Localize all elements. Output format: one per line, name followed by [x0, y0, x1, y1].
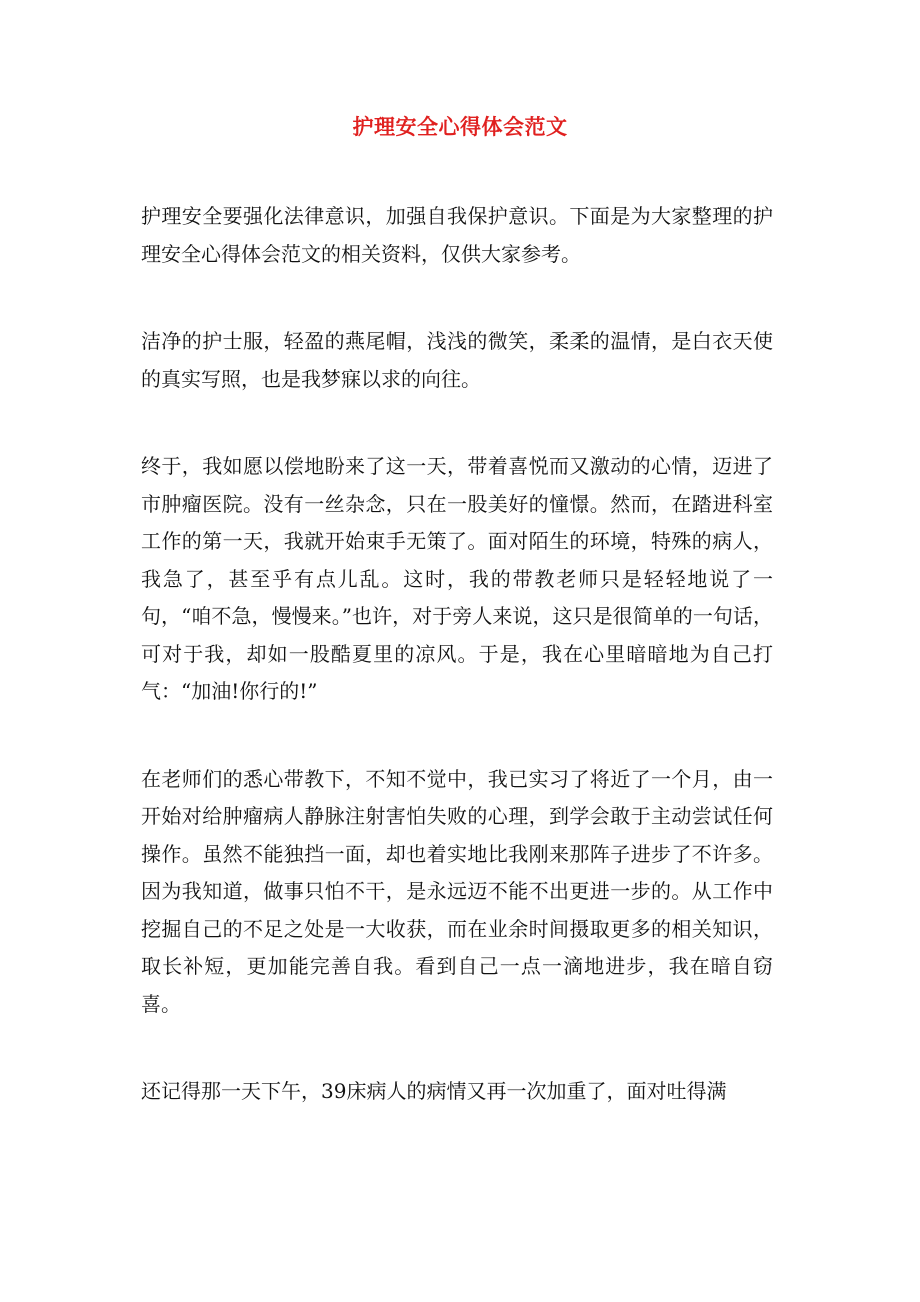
paragraph-afternoon: 还记得那一天下午，39床病人的病情又再一次加重了，面对吐得满 [141, 1079, 727, 1103]
paragraph-progress: 在老师们的悉心带教下，不知不觉中，我已实习了将近了一个月，由一开始对给肿瘤病人静脉注射害怕失败的心理，到学会敢于主动尝试任何操作。虽然不能独挡一面，却也着实地比我刚来那阵子进步了不许多。因为我知道，做事只怕不干，是永远迈不能不出更进一步的。从工作中挖掘自己的不足之处是一大收获，而在业余时间摄取更多的相关知识，取长补短，更加能完善自我。看到自己一点一滴地进步，我在暗自窃喜。 [141, 766, 773, 1016]
paragraph-uniform: 洁净的护士服，轻盈的燕尾帽，浅浅的微笑，柔柔的温情，是白衣天使的真实写照，也是我梦寐以求的向往。 [141, 329, 773, 391]
paragraph-first-day: 终于，我如愿以偿地盼来了这一天，带着喜悦而又激动的心情，迈进了市肿瘤医院。没有一丝杂念，只在一股美好的憧憬。然而，在踏进科室工作的第一天，我就开始束手无策了。面对陌生的环境，特殊的病人，我急了，甚至乎有点儿乱。这时，我的带教老师只是轻轻地说了一句，“咱不急，慢慢来。”也许，对于旁人来说，这只是很简单的一句话，可对于我，却如一股酷夏里的凉风。于是，我在心里暗暗地为自己打气：“加油!你行的!” [141, 454, 773, 703]
document-title: 护理安全心得体会范文 [352, 114, 568, 139]
paragraph-intro: 护理安全要强化法律意识，加强自我保护意识。下面是为大家整理的护理安全心得体会范文的相关资料，仅供大家参考。 [141, 204, 773, 266]
document-body [141, 198, 773, 1111]
